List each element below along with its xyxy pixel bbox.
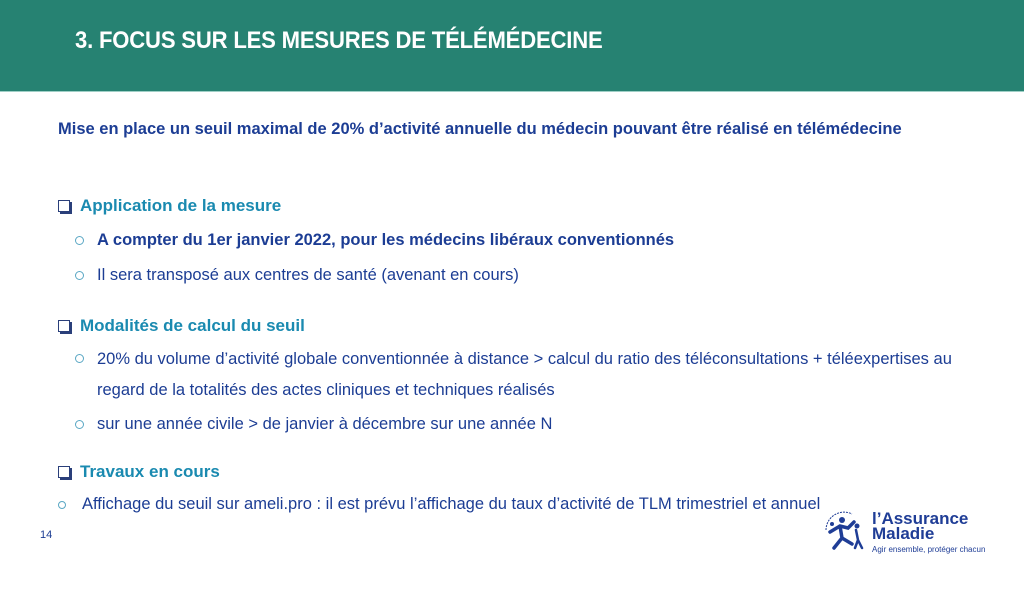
section-application: [58, 196, 281, 216]
logo-line2: Maladie: [872, 524, 935, 543]
logo-tagline: Agir ensemble, protéger chacun: [872, 545, 986, 554]
circle-bullet-icon: [75, 354, 84, 363]
section-calcul: [58, 316, 305, 336]
circle-bullet-icon: [75, 236, 84, 245]
list-item: Il sera transposé aux centres de santé (avenant en cours): [75, 261, 975, 290]
section-travaux: [58, 462, 220, 482]
checkbox-bullet-icon: [58, 200, 70, 212]
list-item: 20% du volume d’activité globale conventionnée à distance > calcul du ratio des téléconsultations + téléexpertises au regard de la totalités des actes cliniques et techniques réalisés: [75, 344, 955, 406]
logo-line1: l’Assurance: [872, 509, 969, 528]
slide-header: [0, 0, 1024, 92]
intro-statement: Mise en place un seuil maximal de 20% d’activité annuelle du médecin pouvant être réalisé en télémédecine: [58, 120, 902, 138]
assurance-maladie-logo: [822, 509, 986, 560]
checkbox-bullet-icon: [58, 320, 70, 332]
list-item: sur une année civile > de janvier à décembre sur une année N: [75, 410, 975, 439]
circle-bullet-icon: [58, 501, 66, 509]
section-title: Travaux en cours: [80, 462, 220, 481]
running-figures-icon: [822, 510, 868, 554]
slide-title: 3. FOCUS SUR LES MESURES DE TÉLÉMÉDECINE: [75, 27, 603, 54]
section-title: Modalités de calcul du seuil: [80, 316, 305, 335]
circle-bullet-icon: [75, 420, 84, 429]
list-item: A compter du 1er janvier 2022, pour les médecins libéraux conventionnés: [75, 226, 975, 255]
page-number: 14: [40, 529, 53, 541]
circle-bullet-icon: [75, 271, 84, 280]
section-title: Application de la mesure: [80, 196, 282, 215]
checkbox-bullet-icon: [58, 466, 70, 478]
list-item: Affichage du seuil sur ameli.pro : il est prévu l’affichage du taux d’activité de TLM trimestriel et annuel: [58, 490, 988, 519]
